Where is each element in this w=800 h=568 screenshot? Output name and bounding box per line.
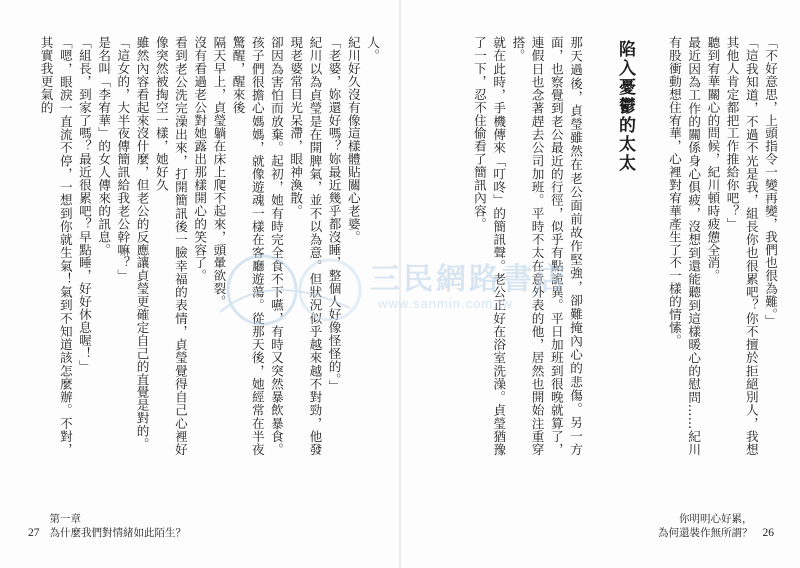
- left-page-body: 人。 紀川好久沒有像這樣體貼關心老婆。 「老婆，妳還好嗎？妳最近幾乎都沒睡，整個人好像怪怪的。」 紀川以為貞瑩是在開脾氣，並不以為意。但狀況似乎越來越不對勁，他發現老婆常目光呆滯，眼神渙散。 卻因為害怕而放棄。起初，她有時完全食不下嚥，有時又突然暴飲暴食。孩子們很擔心媽媽，就像遊魂一樣在客廳遊蕩。從那天後，她經常在半夜驚醒，醒來後 隔天早上，貞瑩躺在床上爬不起來，頭暈欲裂。 沒有看過老公對她露出那樣開心的笑容了。 看到老公洗完澡出來，打開簡訊後一臉幸福的表情，貞瑩覺得自己心裡好像突然被掏空一樣，她好久 雖然內容看起來沒什麼，但老公的反應讓貞瑩更確定自己的直覺是對的。 「這女的，大半夜傳簡訊給我老公幹嘛？」 是名叫「李宥華」的女人傳來的訊息。 「組長，到家了嗎？最近很累吧？早點睡，好好休息喔！」 「嗯，眼淚一直流不停，一想到你就生氣！氣到不知道該怎麼辦。不對，其實我更氣的: [38, 36, 380, 456]
- left-chapter-label: 第一章: [49, 513, 81, 525]
- left-page-number: 27: [28, 527, 40, 539]
- right-footer: [658, 512, 774, 540]
- right-page-body-a: 「不好意思，上頭指令一變再變，我們也很為難。」 「這我知道，不過不光是我，組長你也很累吧？你不擅於拒絕別人，我想其他人肯定都把工作推給你吧？」 聽到宥華關心的問候，紀川頓時疲憊全消。 最近因為工作的關係身心俱疲，沒想到還能聽到這樣暖心的慰問……紀川有股衝動想住宥華，心裡對宥華產生了不一樣的情愫。: [666, 36, 778, 456]
- watermark-url: www.sanmin.com.tw: [378, 296, 513, 311]
- watermark: [200, 250, 620, 330]
- left-footer: [28, 512, 186, 540]
- watermark-logo-icon: [200, 250, 370, 330]
- left-running-head: [50, 512, 187, 540]
- left-chapter-subtitle: 為什麼我們對情緒如此陌生？: [49, 527, 186, 539]
- right-book-title-line1: 你明明心好累，: [679, 513, 753, 525]
- right-running-head: [658, 512, 753, 540]
- section-title: 陷入憂鬱的太太: [615, 40, 635, 173]
- right-book-title-line2: 為何還裝作無所謂？: [658, 527, 753, 539]
- watermark-name: 三民網路書店: [370, 262, 568, 297]
- right-page-body-b: 那天過後，貞瑩雖然在老公面前故作堅強，卻難掩內心的悲傷。另一方面，也察覺到老公最近的行徑，似乎有點詭異。平日加班到很晚就算了，連假日也念著趕去公司加班。平時不太在意外表的他，居然也開始注重穿搭。 就在此時，手機傳來「叮咚」的簡訊聲。老公正好在浴室洗澡。貞瑩猶豫了一下，忍不住偷看了簡訊內容。: [471, 36, 583, 456]
- right-page-number: 26: [762, 527, 774, 539]
